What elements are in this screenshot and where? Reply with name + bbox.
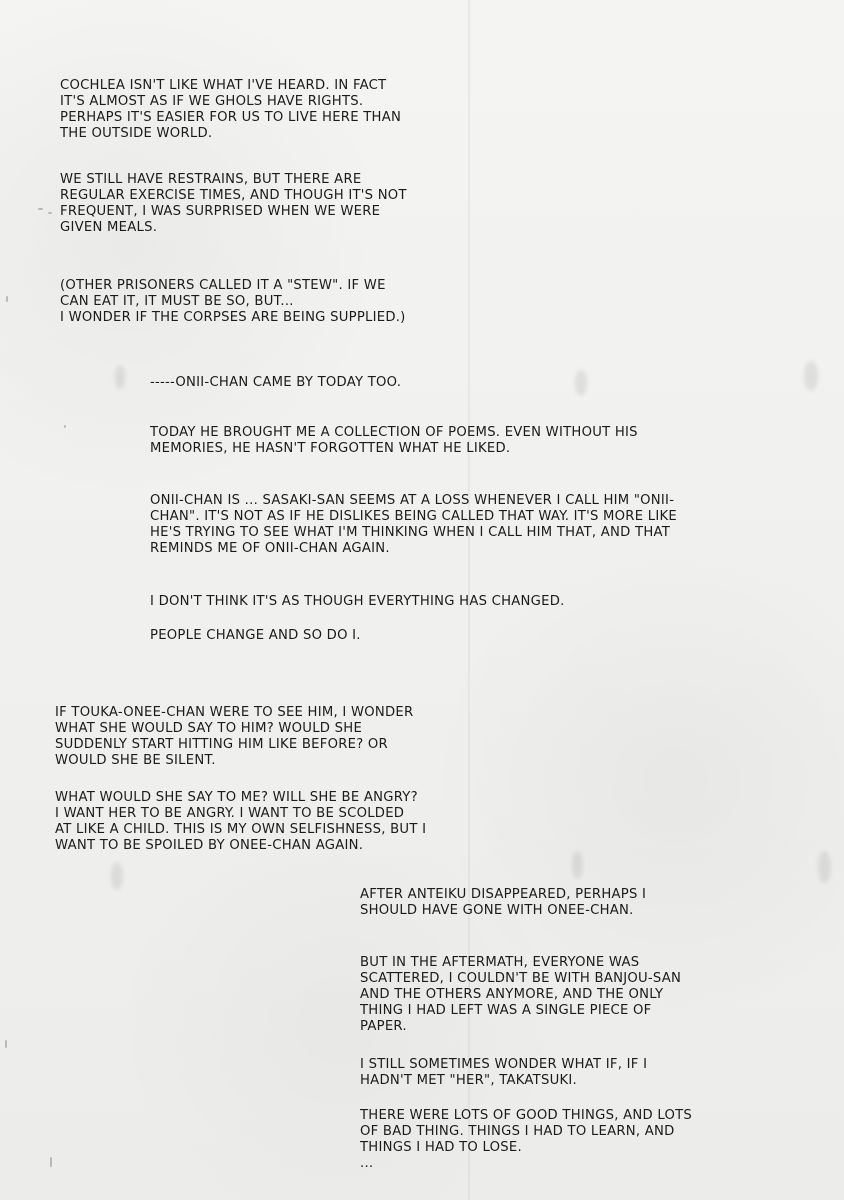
page-smudge-6: [818, 851, 831, 883]
paragraph-stew-note: (OTHER PRISONERS CALLED IT A "STEW". IF WE CAN EAT IT, IT MUST BE SO, BUT... I WONDER IF THE CORPSES ARE BEING SUPPLIED.): [60, 278, 406, 325]
page-mark-1: [38, 208, 43, 210]
paragraph-poems: TODAY HE BROUGHT ME A COLLECTION OF POEMS. EVEN WITHOUT HIS MEMORIES, HE HASN'T FORGOTTEN WHAT HE LIKED.: [150, 425, 638, 456]
paragraph-touka-reaction: IF TOUKA-ONEE-CHAN WERE TO SEE HIM, I WONDER WHAT SHE WOULD SAY TO HIM? WOULD SHE SUDDENLY START HITTING HIM LIKE BEFORE? OR WOULD SHE BE SILENT.: [55, 705, 414, 768]
page-smudge-1: [115, 365, 125, 389]
paragraph-selfishness: WHAT WOULD SHE SAY TO ME? WILL SHE BE ANGRY? I WANT HER TO BE ANGRY. I WANT TO BE SCOLDED AT LIKE A CHILD. THIS IS MY OWN SELFISHNESS, BUT I WANT TO BE SPOILED BY ONEE-CHAN AGAIN.: [55, 790, 427, 853]
paragraph-anteiku: AFTER ANTEIKU DISAPPEARED, PERHAPS I SHOULD HAVE GONE WITH ONEE-CHAN.: [360, 887, 647, 918]
paragraph-people-change: PEOPLE CHANGE AND SO DO I.: [150, 628, 361, 643]
page-smudge-2: [575, 370, 587, 396]
paragraph-onii-chan-visit: -----ONII-CHAN CAME BY TODAY TOO.: [150, 375, 402, 390]
paragraph-good-bad-things: THERE WERE LOTS OF GOOD THINGS, AND LOTS OF BAD THING. THINGS I HAD TO LEARN, AND THINGS I HAD TO LOSE. ...: [360, 1108, 693, 1171]
page-mark-3: [6, 296, 8, 302]
page-mark-5: [5, 1040, 7, 1048]
paragraph-takatsuki: I STILL SOMETIMES WONDER WHAT IF, IF I HADN'T MET "HER", TAKATSUKI.: [360, 1057, 648, 1088]
paragraph-restraints-meals: WE STILL HAVE RESTRAINS, BUT THERE ARE REGULAR EXERCISE TIMES, AND THOUGH IT'S NOT FREQUENT, I WAS SURPRISED WHEN WE WERE GIVEN MEALS.: [60, 172, 407, 235]
paragraph-sasaki: ONII-CHAN IS ... SASAKI-SAN SEEMS AT A LOSS WHENEVER I CALL HIM "ONII- CHAN". IT'S NOT AS IF HE DISLIKES BEING CALLED THAT WAY. IT'S MORE LIKE HE'S TRYING TO SEE WHAT I'M THINKING WHEN I CALL HIM THAT, AND THAT REMINDS ME OF ONII-CHAN AGAIN.: [150, 493, 677, 556]
page-mark-6: [50, 1157, 52, 1167]
page-smudge-4: [111, 862, 123, 890]
paragraph-everything-changed: I DON'T THINK IT'S AS THOUGH EVERYTHING HAS CHANGED.: [150, 594, 565, 609]
page-mark-4: [64, 425, 66, 428]
page-smudge-5: [572, 851, 583, 879]
paragraph-cochlea-rights: COCHLEA ISN'T LIKE WHAT I'VE HEARD. IN FACT IT'S ALMOST AS IF WE GHOLS HAVE RIGHTS. PERHAPS IT'S EASIER FOR US TO LIVE HERE THAN THE OUTSIDE WORLD.: [60, 78, 402, 141]
page-smudge-3: [804, 361, 818, 391]
page-mark-2: [48, 212, 52, 214]
paragraph-aftermath: BUT IN THE AFTERMATH, EVERYONE WAS SCATTERED, I COULDN'T BE WITH BANJOU-SAN AND THE OTHERS ANYMORE, AND THE ONLY THING I HAD LEFT WAS A SINGLE PIECE OF PAPER.: [360, 955, 682, 1034]
